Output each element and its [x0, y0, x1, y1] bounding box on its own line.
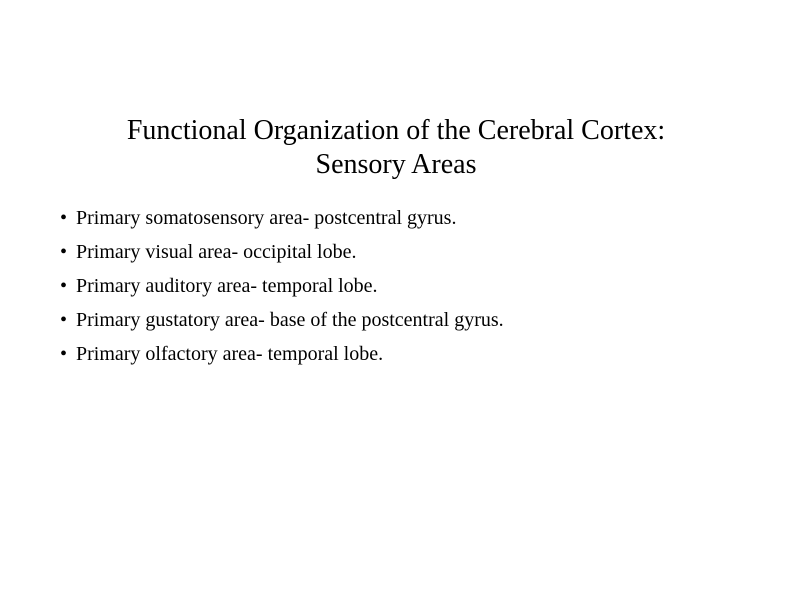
bullet-item: [60, 269, 760, 303]
slide-title: [40, 114, 752, 182]
title-line-2: Sensory Areas: [315, 149, 477, 180]
title-line-1: Functional Organization of the Cerebral Cortex:: [126, 115, 666, 146]
bullet-icon: •: [60, 207, 68, 229]
bullet-text: Primary auditory area- temporal lobe.: [76, 275, 378, 297]
bullet-icon: •: [60, 309, 68, 331]
bullet-text: Primary somatosensory area- postcentral gyrus.: [76, 207, 457, 229]
bullet-icon: •: [60, 275, 68, 297]
bullet-item: [60, 337, 760, 371]
bullet-list: [60, 201, 760, 371]
bullet-icon: •: [60, 241, 68, 263]
bullet-item: [60, 303, 760, 337]
bullet-icon: •: [60, 343, 68, 365]
bullet-text: Primary visual area- occipital lobe.: [76, 241, 357, 263]
bullet-text: Primary gustatory area- base of the postcentral gyrus.: [76, 309, 504, 331]
bullet-item: [60, 235, 760, 269]
bullet-text: Primary olfactory area- temporal lobe.: [76, 343, 384, 365]
bullet-item: [60, 201, 760, 235]
